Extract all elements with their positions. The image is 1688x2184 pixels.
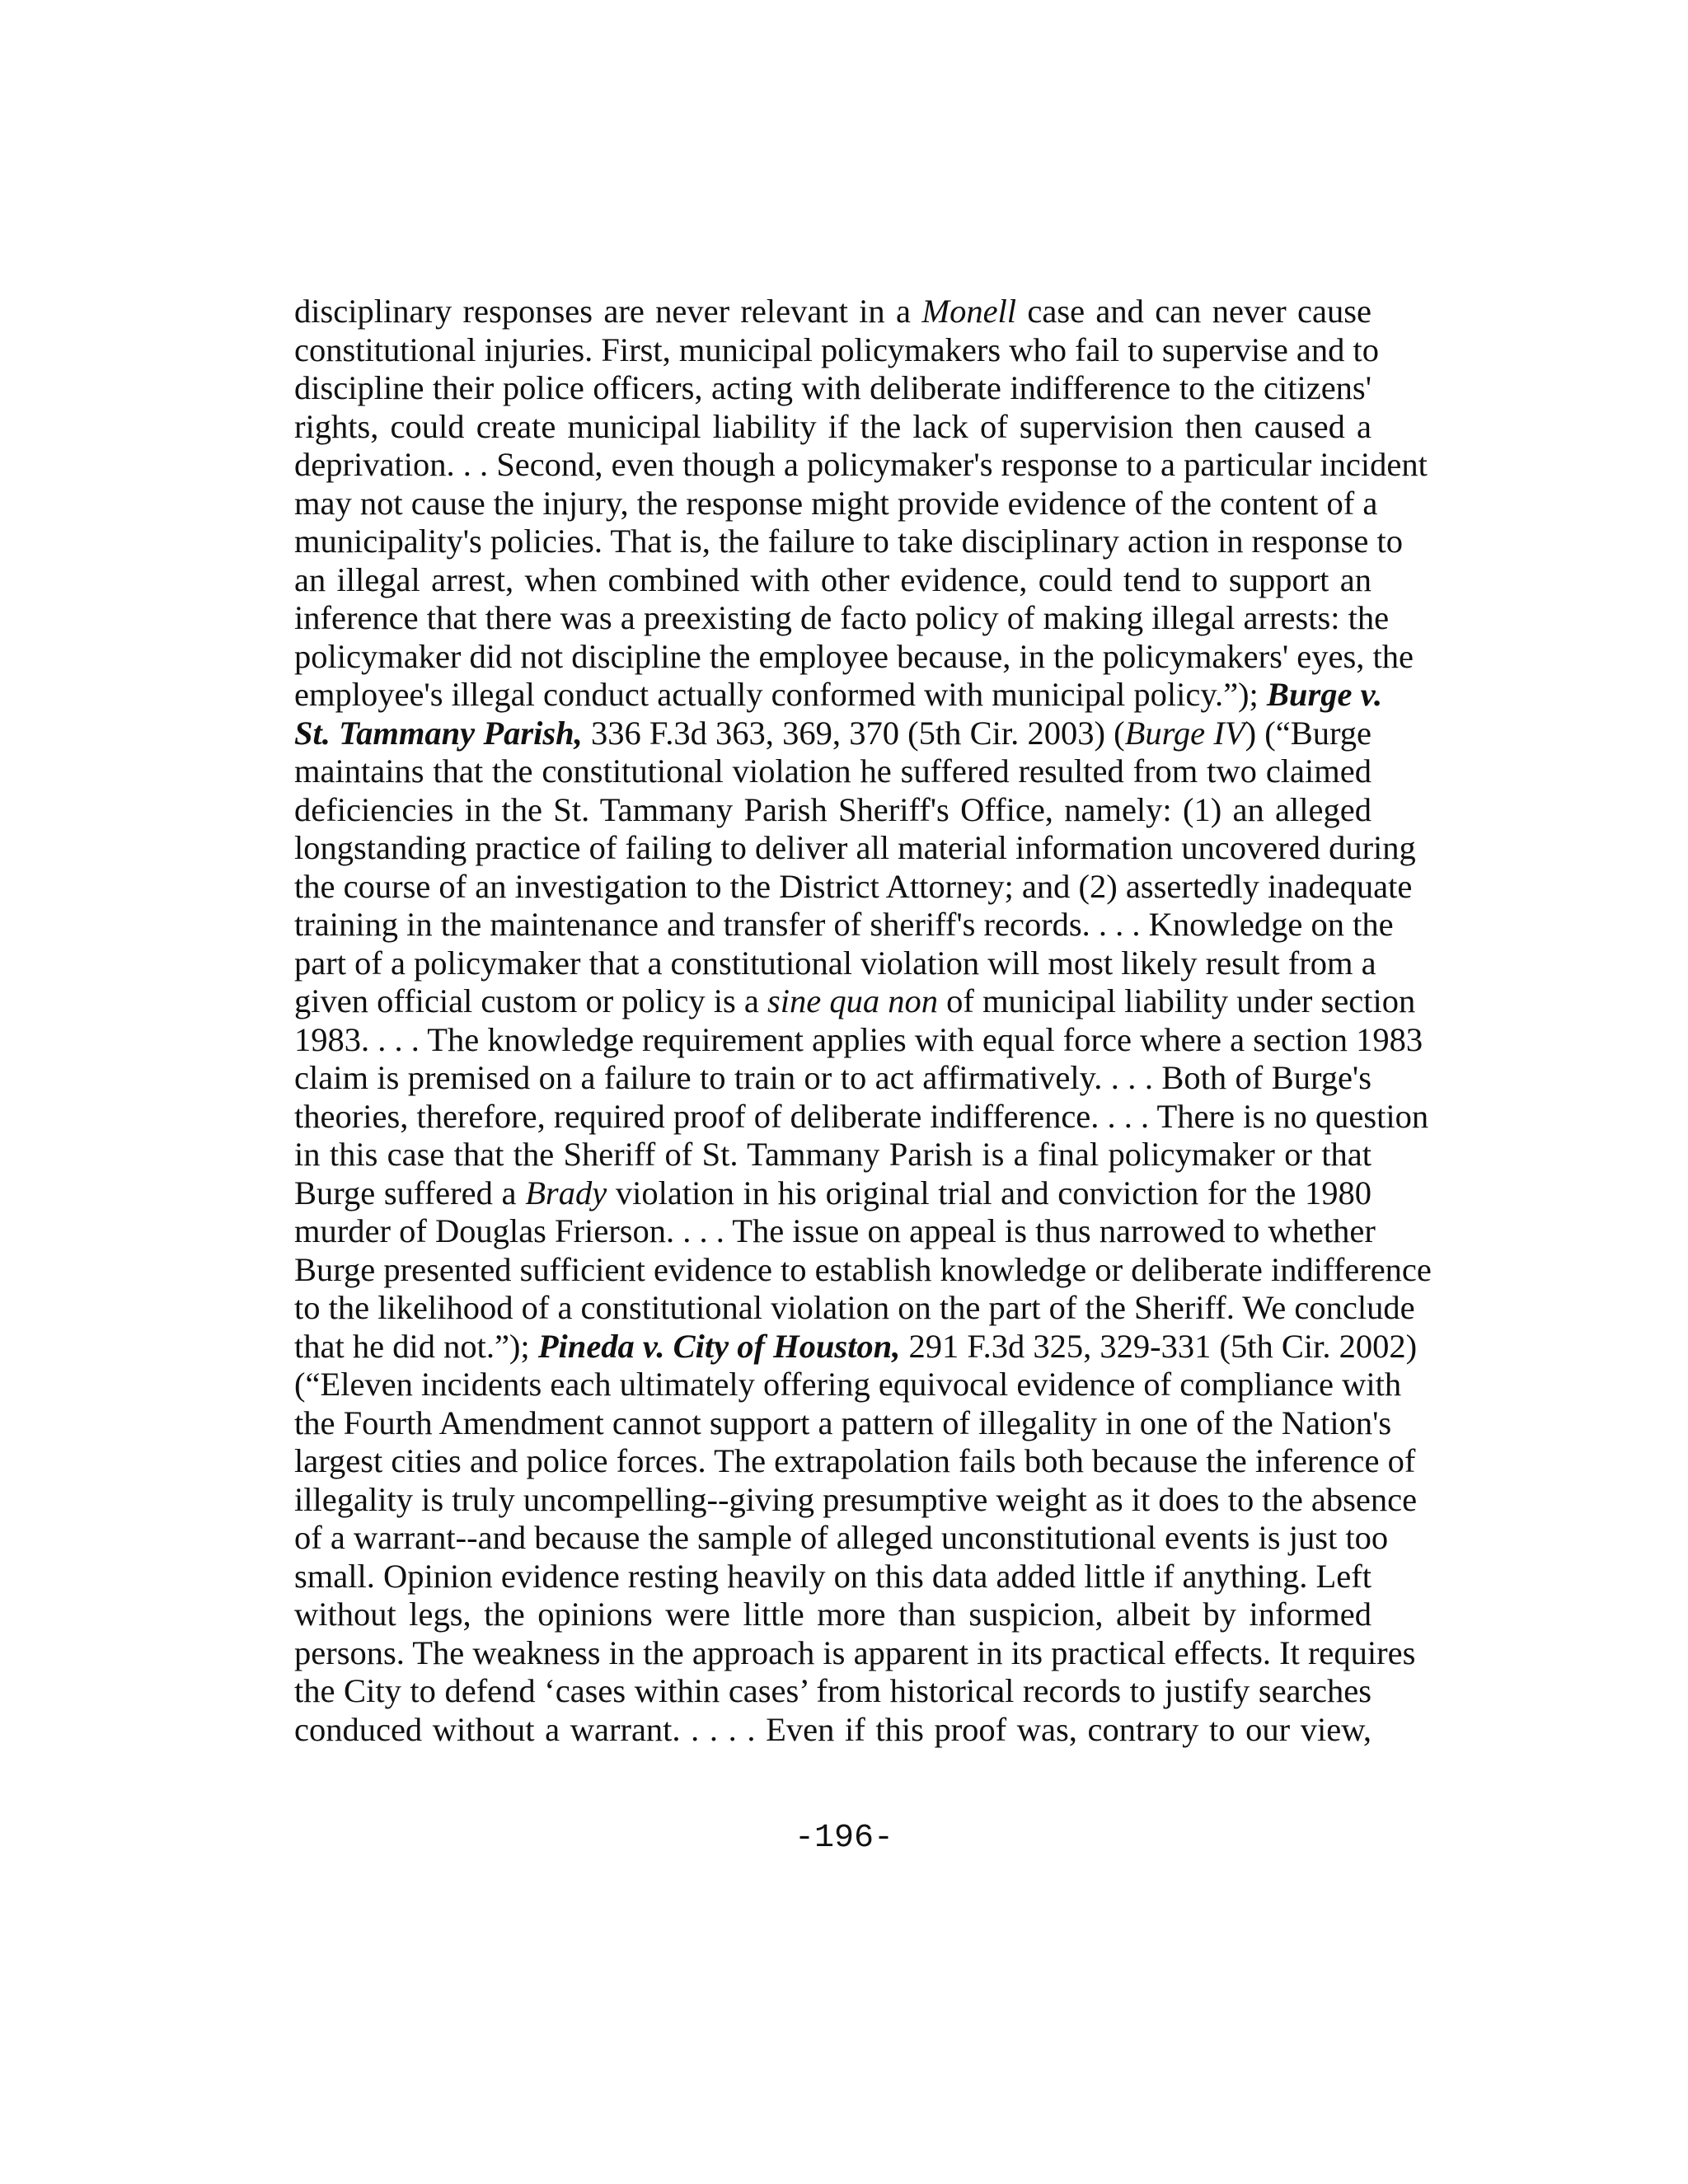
text-run: 1983. . . . The knowledge requirement applies with equal force where a section 1983 (294, 1020, 1423, 1058)
text-line (294, 1097, 1429, 1137)
text-run: municipality's policies. That is, the failure to take disciplinary action in response to (294, 523, 1403, 560)
italic-text: sine qua non (767, 982, 939, 1019)
text-line (294, 1020, 1423, 1060)
text-line (294, 1136, 1372, 1174)
text-run: in this case that the Sheriff of St. Tammany Parish is a final policymaker or that (294, 1136, 1372, 1173)
text-run: violation in his original trial and conviction for the 1980 (607, 1174, 1372, 1212)
italic-text: Brady (525, 1174, 607, 1212)
italic-text: Burge IV (1124, 714, 1245, 752)
text-run: training in the maintenance and transfer of sheriff's records. . . . Knowledge on the (294, 906, 1394, 943)
text-line (294, 829, 1416, 868)
text-line (294, 1404, 1392, 1443)
text-line (294, 1059, 1372, 1098)
text-run: deprivation. . . Second, even though a policymaker's response to a particular incident (294, 446, 1428, 483)
text-line (294, 637, 1414, 677)
text-line (294, 791, 1372, 830)
text-run: employee's illegal conduct actually conformed with municipal policy.”); (294, 676, 1267, 713)
text-run: an illegal arrest, when combined with other evidence, could tend to support an (294, 560, 1372, 598)
text-run: inference that there was a preexisting de facto policy of making illegal arrests: the (294, 599, 1390, 636)
text-run: the course of an investigation to the District Attorney; and (2) assertedly inadequate (294, 867, 1413, 905)
text-line (294, 599, 1390, 638)
text-line (294, 369, 1372, 408)
text-run: longstanding practice of failing to deliver all material information uncovered during (294, 829, 1416, 866)
text-line (294, 867, 1413, 907)
text-run: conduced without a warrant. . . . . Even if this proof was, contrary to our view, (294, 1710, 1372, 1748)
text-line (294, 676, 1383, 715)
case-citation: St. Tammany Parish, (294, 714, 583, 752)
text-run: claim is premised on a failure to train or to act affirmatively. . . . Both of Burge's (294, 1059, 1372, 1096)
text-line (294, 1480, 1418, 1520)
text-line (294, 906, 1394, 944)
text-run: may not cause the injury, the response might provide evidence of the content of a (294, 484, 1378, 522)
text-line (294, 1558, 1372, 1596)
text-run: part of a policymaker that a constitutional violation will most likely result from a (294, 944, 1376, 982)
text-line (294, 944, 1376, 983)
text-run: 336 F.3d 363, 369, 370 (5th Cir. 2003) ( (582, 714, 1125, 752)
text-line (294, 1633, 1416, 1673)
text-line (294, 715, 1372, 753)
text-line (294, 1442, 1416, 1481)
text-run: disciplinary responses are never relevant in a (294, 293, 922, 330)
text-run: Burge suffered a (294, 1174, 526, 1212)
text-run: theories, therefore, required proof of deliberate indifference. . . . There is no question (294, 1097, 1429, 1135)
text-line (294, 982, 1416, 1021)
page-number: -196- (794, 1820, 894, 1857)
text-line (294, 1519, 1389, 1558)
text-run: constitutional injuries. First, municipal policymakers who fail to supervise and to (294, 330, 1380, 368)
text-run: ) (“Burge (1245, 714, 1372, 752)
text-line (294, 1289, 1415, 1328)
text-line (294, 484, 1378, 523)
text-run: the Fourth Amendment cannot support a pattern of illegality in one of the Nation's (294, 1404, 1392, 1441)
text-run: deficiencies in the St. Tammany Parish Sheriff's Office, namely: (1) an alleged (294, 790, 1372, 828)
text-line (294, 446, 1428, 485)
text-line (294, 1366, 1402, 1404)
text-run: illegality is truly uncompelling--giving presumptive weight as it does to the absence (294, 1480, 1418, 1518)
text-run: murder of Douglas Frierson. . . . The issue on appeal is thus narrowed to whether (294, 1212, 1376, 1249)
text-line (294, 408, 1372, 447)
text-run: that he did not.”); (294, 1327, 538, 1365)
text-run: maintains that the constitutional violation he suffered resulted from two claimed (294, 752, 1372, 790)
text-run: Burge presented sufficient evidence to establish knowledge or deliberate indifference (294, 1250, 1432, 1288)
text-run: the City to defend ‘cases within cases’ from historical records to justify searches (294, 1672, 1372, 1709)
text-line (294, 1250, 1432, 1290)
text-run: given official custom or policy is a (294, 982, 768, 1019)
text-line (294, 1327, 1418, 1366)
text-line (294, 1174, 1372, 1213)
text-run: (“Eleven incidents each ultimately offering equivocal evidence of compliance with (294, 1366, 1402, 1403)
text-run: to the likelihood of a constitutional violation on the part of the Sheriff. We conclude (294, 1289, 1415, 1326)
text-line (294, 1212, 1376, 1251)
text-line (294, 752, 1372, 791)
text-run: persons. The weakness in the approach is apparent in its practical effects. It requires (294, 1633, 1416, 1671)
text-run: small. Opinion evidence resting heavily on this data added little if anything. Left (294, 1557, 1372, 1595)
case-citation: Pineda v. City of Houston, (537, 1327, 901, 1365)
text-run: discipline their police officers, acting with deliberate indifference to the citizens' (294, 369, 1372, 406)
body-text (294, 293, 1432, 1749)
text-line (294, 523, 1403, 561)
text-run: case and can never cause (1016, 293, 1372, 330)
text-run: largest cities and police forces. The extrapolation fails both because the inference of (294, 1442, 1416, 1479)
text-run: of a warrant--and because the sample of alleged unconstitutional events is just too (294, 1519, 1389, 1556)
text-line (294, 1711, 1372, 1750)
text-line (294, 293, 1372, 331)
text-line (294, 561, 1372, 600)
text-line (294, 1596, 1372, 1634)
text-line (294, 330, 1380, 370)
italic-text: Monell (921, 293, 1017, 330)
text-line (294, 1672, 1372, 1711)
text-run: 291 F.3d 325, 329-331 (5th Cir. 2002) (900, 1327, 1418, 1365)
text-run: without legs, the opinions were little more than suspicion, albeit by informed (294, 1596, 1372, 1633)
text-run: policymaker did not discipline the employee because, in the policymakers' eyes, the (294, 637, 1414, 675)
text-run: of municipal liability under section (938, 982, 1416, 1019)
case-citation: Burge v. (1266, 676, 1383, 713)
text-run: rights, could create municipal liability if the lack of supervision then caused a (294, 407, 1372, 445)
